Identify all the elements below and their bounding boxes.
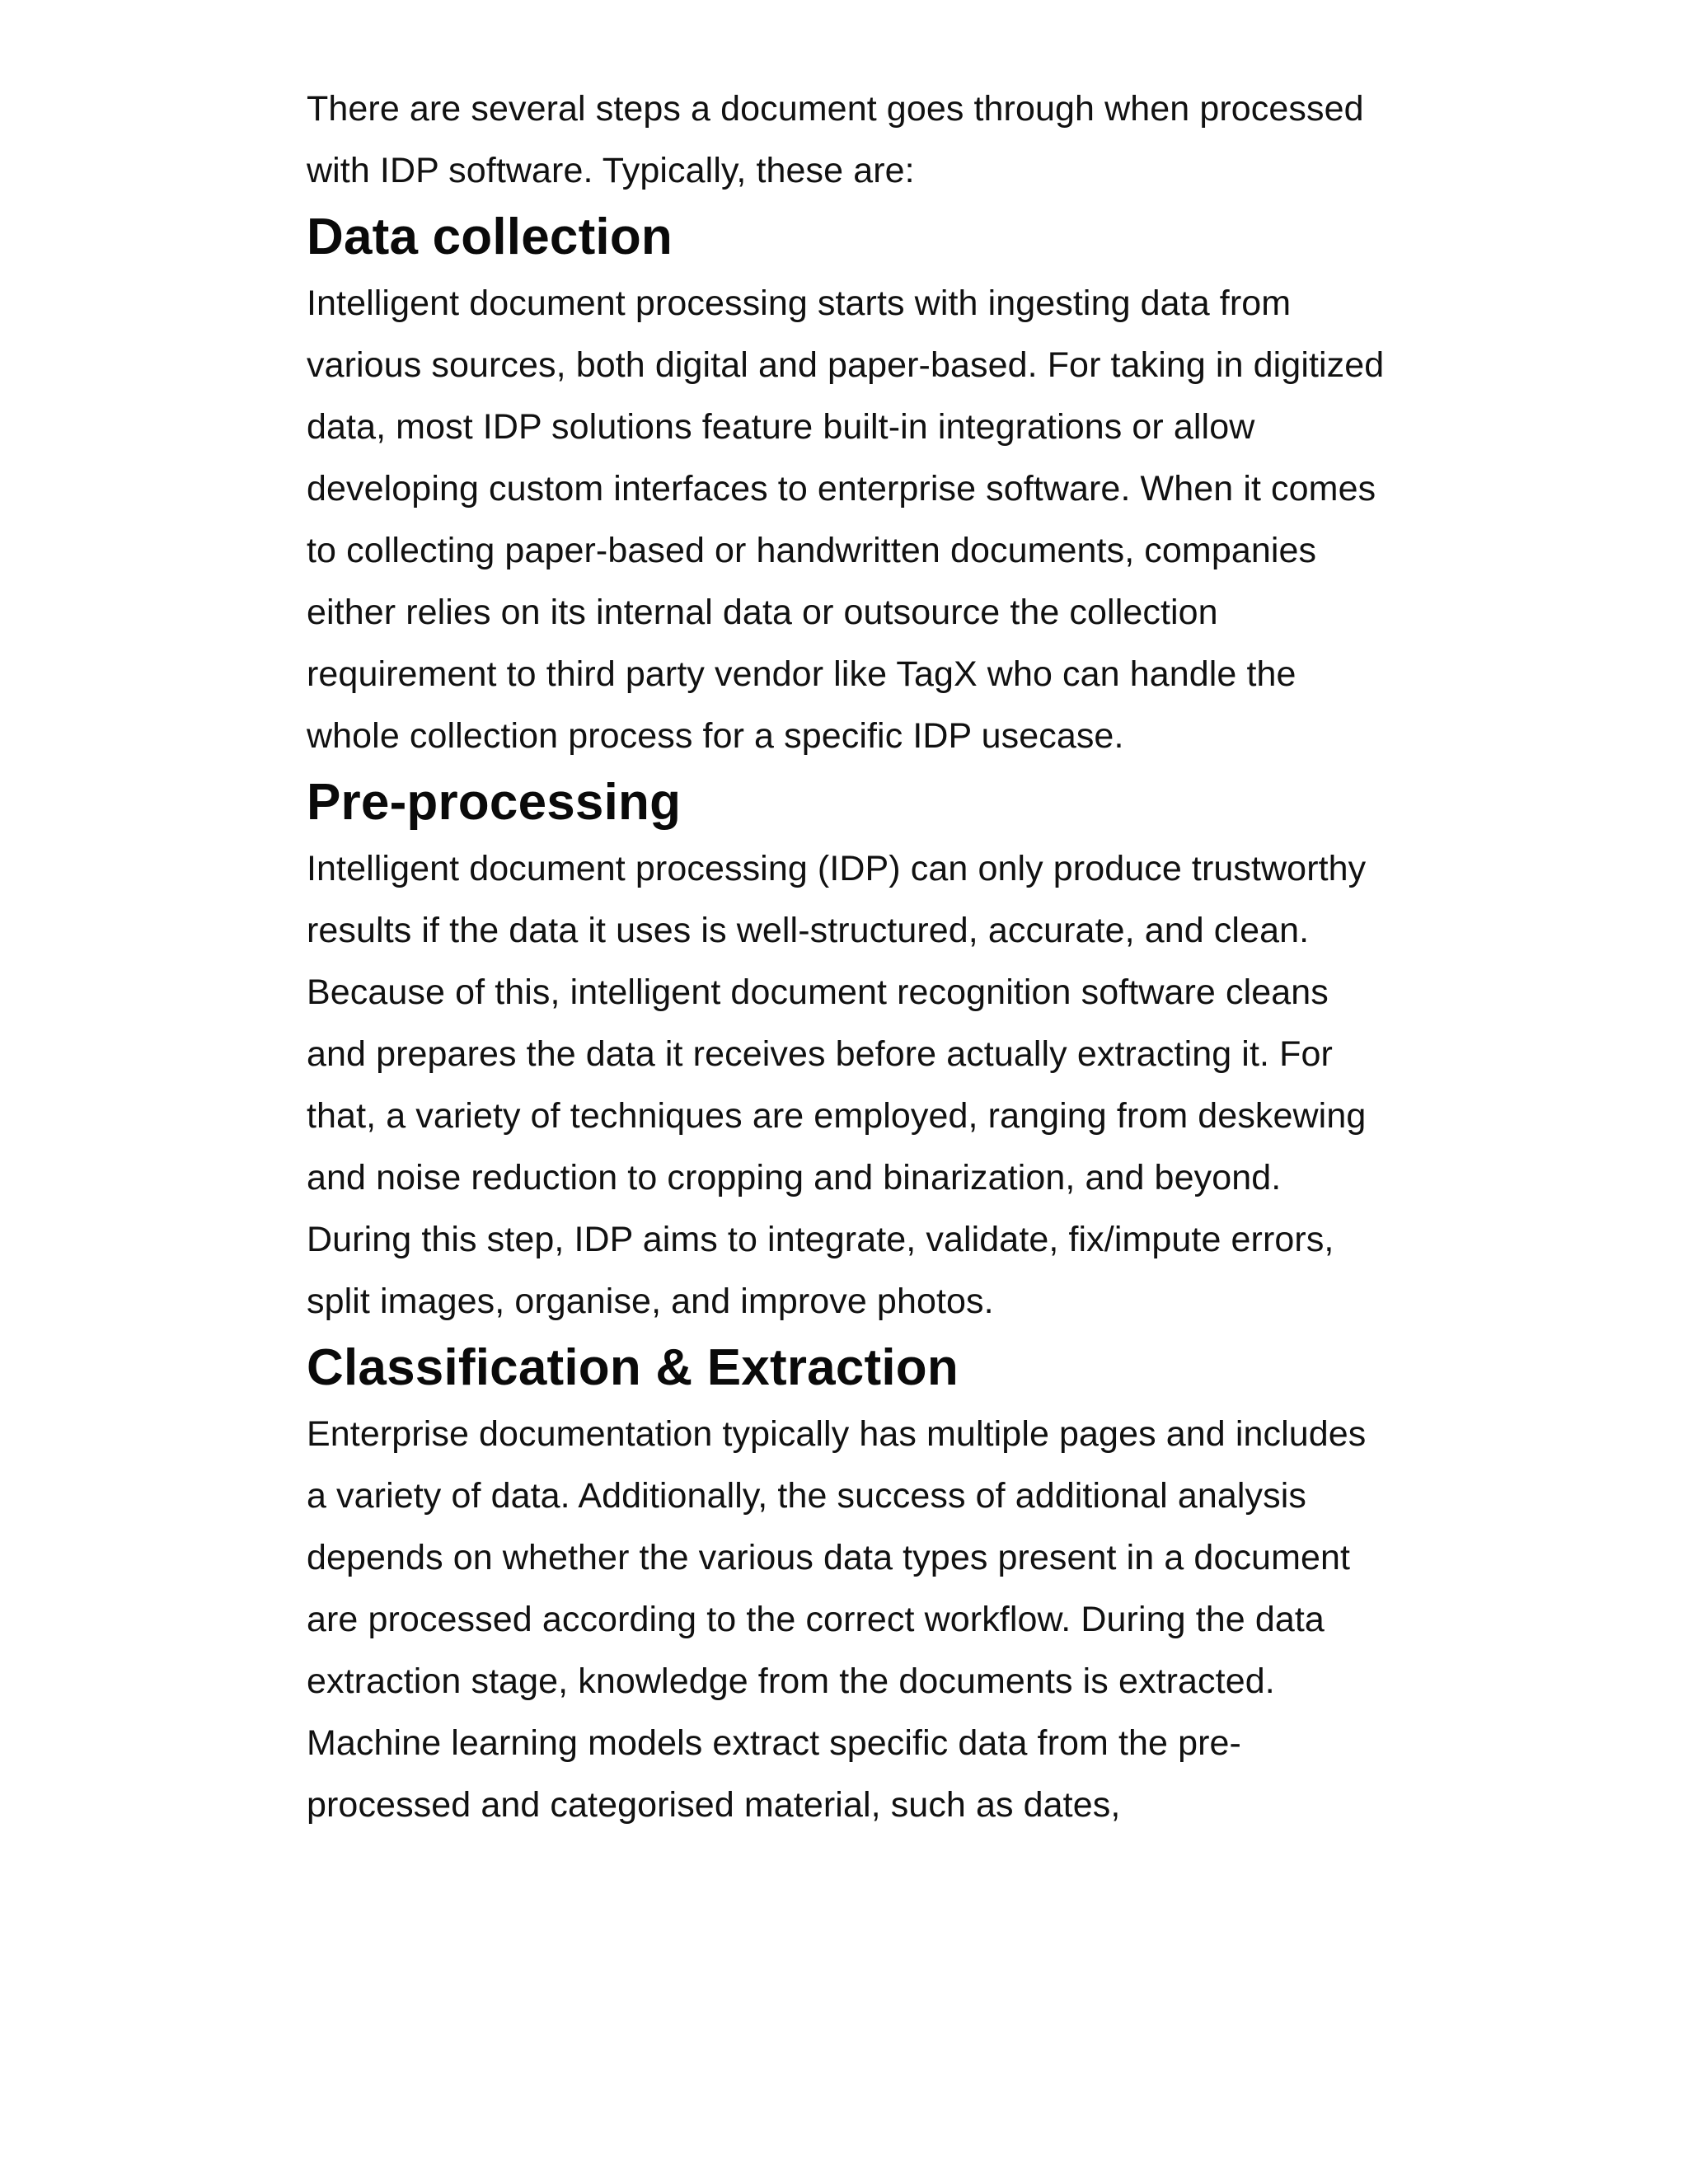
article-content <box>307 78 1395 1836</box>
paragraph-data-collection: Intelligent document processing starts with ingesting data from various sources, both digital and paper-based. For taking in digitized data, most IDP solutions feature built-in integrations or allow developing custom interfaces to enterprise software. When it comes to collecting paper-based or handwritten documents, companies either relies on its internal data or outsource the collection requirement to third party vendor like TagX who can handle the whole collection process for a specific IDP usecase. <box>307 284 1385 756</box>
paragraph-classification-extraction: Enterprise documentation typically has multiple pages and includes a variety of data. Additionally, the success of additional analysis depends on whether the various data types present in a document are processed according to the correct workflow. During the data extraction stage, knowledge from the documents is extracted. Machine learning models extract specific data from the pre-processed and categorised material, such as dates, <box>307 1414 1367 1825</box>
heading-data-collection: Data collection <box>307 209 673 265</box>
heading-classification-extraction: Classification & Extraction <box>307 1339 959 1396</box>
heading-pre-processing: Pre-processing <box>307 774 682 831</box>
intro-paragraph: There are several steps a document goes through when processed with IDP software. Typically, these are: <box>307 89 1364 190</box>
paragraph-pre-processing: Intelligent document processing (IDP) can only produce trustworthy results if the data it uses is well-structured, accurate, and clean. Because of this, intelligent document recognition software cleans and prepares the data it receives before actually extracting it. For that, a variety of techniques are employed, ranging from deskewing and noise reduction to cropping and binarization, and beyond. During this step, IDP aims to integrate, validate, fix/impute errors, split images, organise, and improve photos. <box>307 849 1367 1321</box>
